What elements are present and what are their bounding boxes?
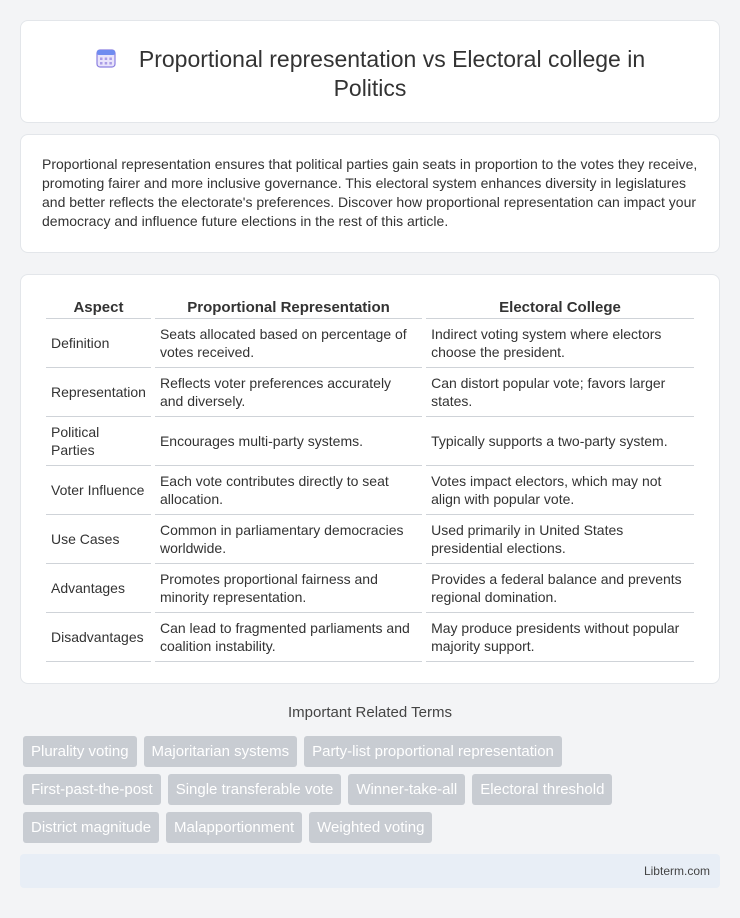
pr-cell: Encourages multi-party systems.	[155, 417, 422, 466]
related-term-tag[interactable]: Electoral threshold	[472, 774, 612, 805]
column-header: Proportional Representation	[155, 296, 422, 319]
related-term-tag[interactable]: District magnitude	[23, 812, 159, 843]
ec-cell: Used primarily in United States presidential elections.	[426, 515, 694, 564]
comparison-table	[42, 296, 698, 662]
related-terms-title: Important Related Terms	[288, 704, 452, 721]
intro-text: Proportional representation ensures that political parties gain seats in proportion to the votes they receive, promoting fairer and more inclusive governance. This electoral system enhances diversity in legislatures and better reflects the electorate's preferences. Discover how proportional representation can impact your democracy and influence future elections in the rest of this article.	[42, 156, 698, 229]
table-row	[46, 515, 694, 564]
ec-cell: Provides a federal balance and prevents regional domination.	[426, 564, 694, 613]
intro-card	[20, 134, 720, 253]
related-term-tag[interactable]: Single transferable vote	[168, 774, 342, 805]
related-term-tag[interactable]: Majoritarian systems	[144, 736, 298, 767]
pr-cell: Each vote contributes directly to seat allocation.	[155, 466, 422, 515]
column-header: Electoral College	[426, 296, 694, 319]
ec-cell: Votes impact electors, which may not align with popular vote.	[426, 466, 694, 515]
ec-cell: May produce presidents without popular majority support.	[426, 613, 694, 662]
column-header: Aspect	[46, 296, 151, 319]
table-header-row	[46, 296, 694, 319]
aspect-cell: Advantages	[46, 564, 151, 613]
related-term-tag[interactable]: First-past-the-post	[23, 774, 161, 805]
related-terms	[23, 736, 723, 850]
pr-cell: Promotes proportional fairness and minority representation.	[155, 564, 422, 613]
page-title	[21, 45, 719, 103]
related-term-tag[interactable]: Winner-take-all	[348, 774, 465, 805]
table-row	[46, 613, 694, 662]
tag-row	[23, 812, 723, 843]
footer	[20, 854, 720, 888]
aspect-cell: Political Parties	[46, 417, 151, 466]
aspect-cell: Representation	[46, 368, 151, 417]
pr-cell: Can lead to fragmented parliaments and coalition instability.	[155, 613, 422, 662]
table-row	[46, 319, 694, 368]
header-card	[20, 20, 720, 123]
table-row	[46, 368, 694, 417]
tag-row	[23, 736, 723, 767]
related-term-tag[interactable]: Plurality voting	[23, 736, 137, 767]
related-term-tag[interactable]: Malapportionment	[166, 812, 302, 843]
table-row	[46, 417, 694, 466]
ec-cell: Can distort popular vote; favors larger states.	[426, 368, 694, 417]
comparison-card	[20, 274, 720, 684]
related-term-tag[interactable]: Party-list proportional representation	[304, 736, 562, 767]
aspect-cell: Voter Influence	[46, 466, 151, 515]
header	[21, 45, 719, 103]
calendar-icon	[95, 47, 117, 69]
ec-cell: Indirect voting system where electors choose the president.	[426, 319, 694, 368]
tag-row	[23, 774, 723, 805]
aspect-cell: Disadvantages	[46, 613, 151, 662]
related-term-tag[interactable]: Weighted voting	[309, 812, 432, 843]
pr-cell: Reflects voter preferences accurately and diversely.	[155, 368, 422, 417]
aspect-cell: Definition	[46, 319, 151, 368]
ec-cell: Typically supports a two-party system.	[426, 417, 694, 466]
pr-cell: Seats allocated based on percentage of votes received.	[155, 319, 422, 368]
aspect-cell: Use Cases	[46, 515, 151, 564]
table-row	[46, 466, 694, 515]
table-row	[46, 564, 694, 613]
page-title-text: Proportional representation vs Electoral college in Politics	[138, 46, 646, 101]
footer-brand[interactable]: Libterm.com	[643, 864, 710, 878]
pr-cell: Common in parliamentary democracies worldwide.	[155, 515, 422, 564]
